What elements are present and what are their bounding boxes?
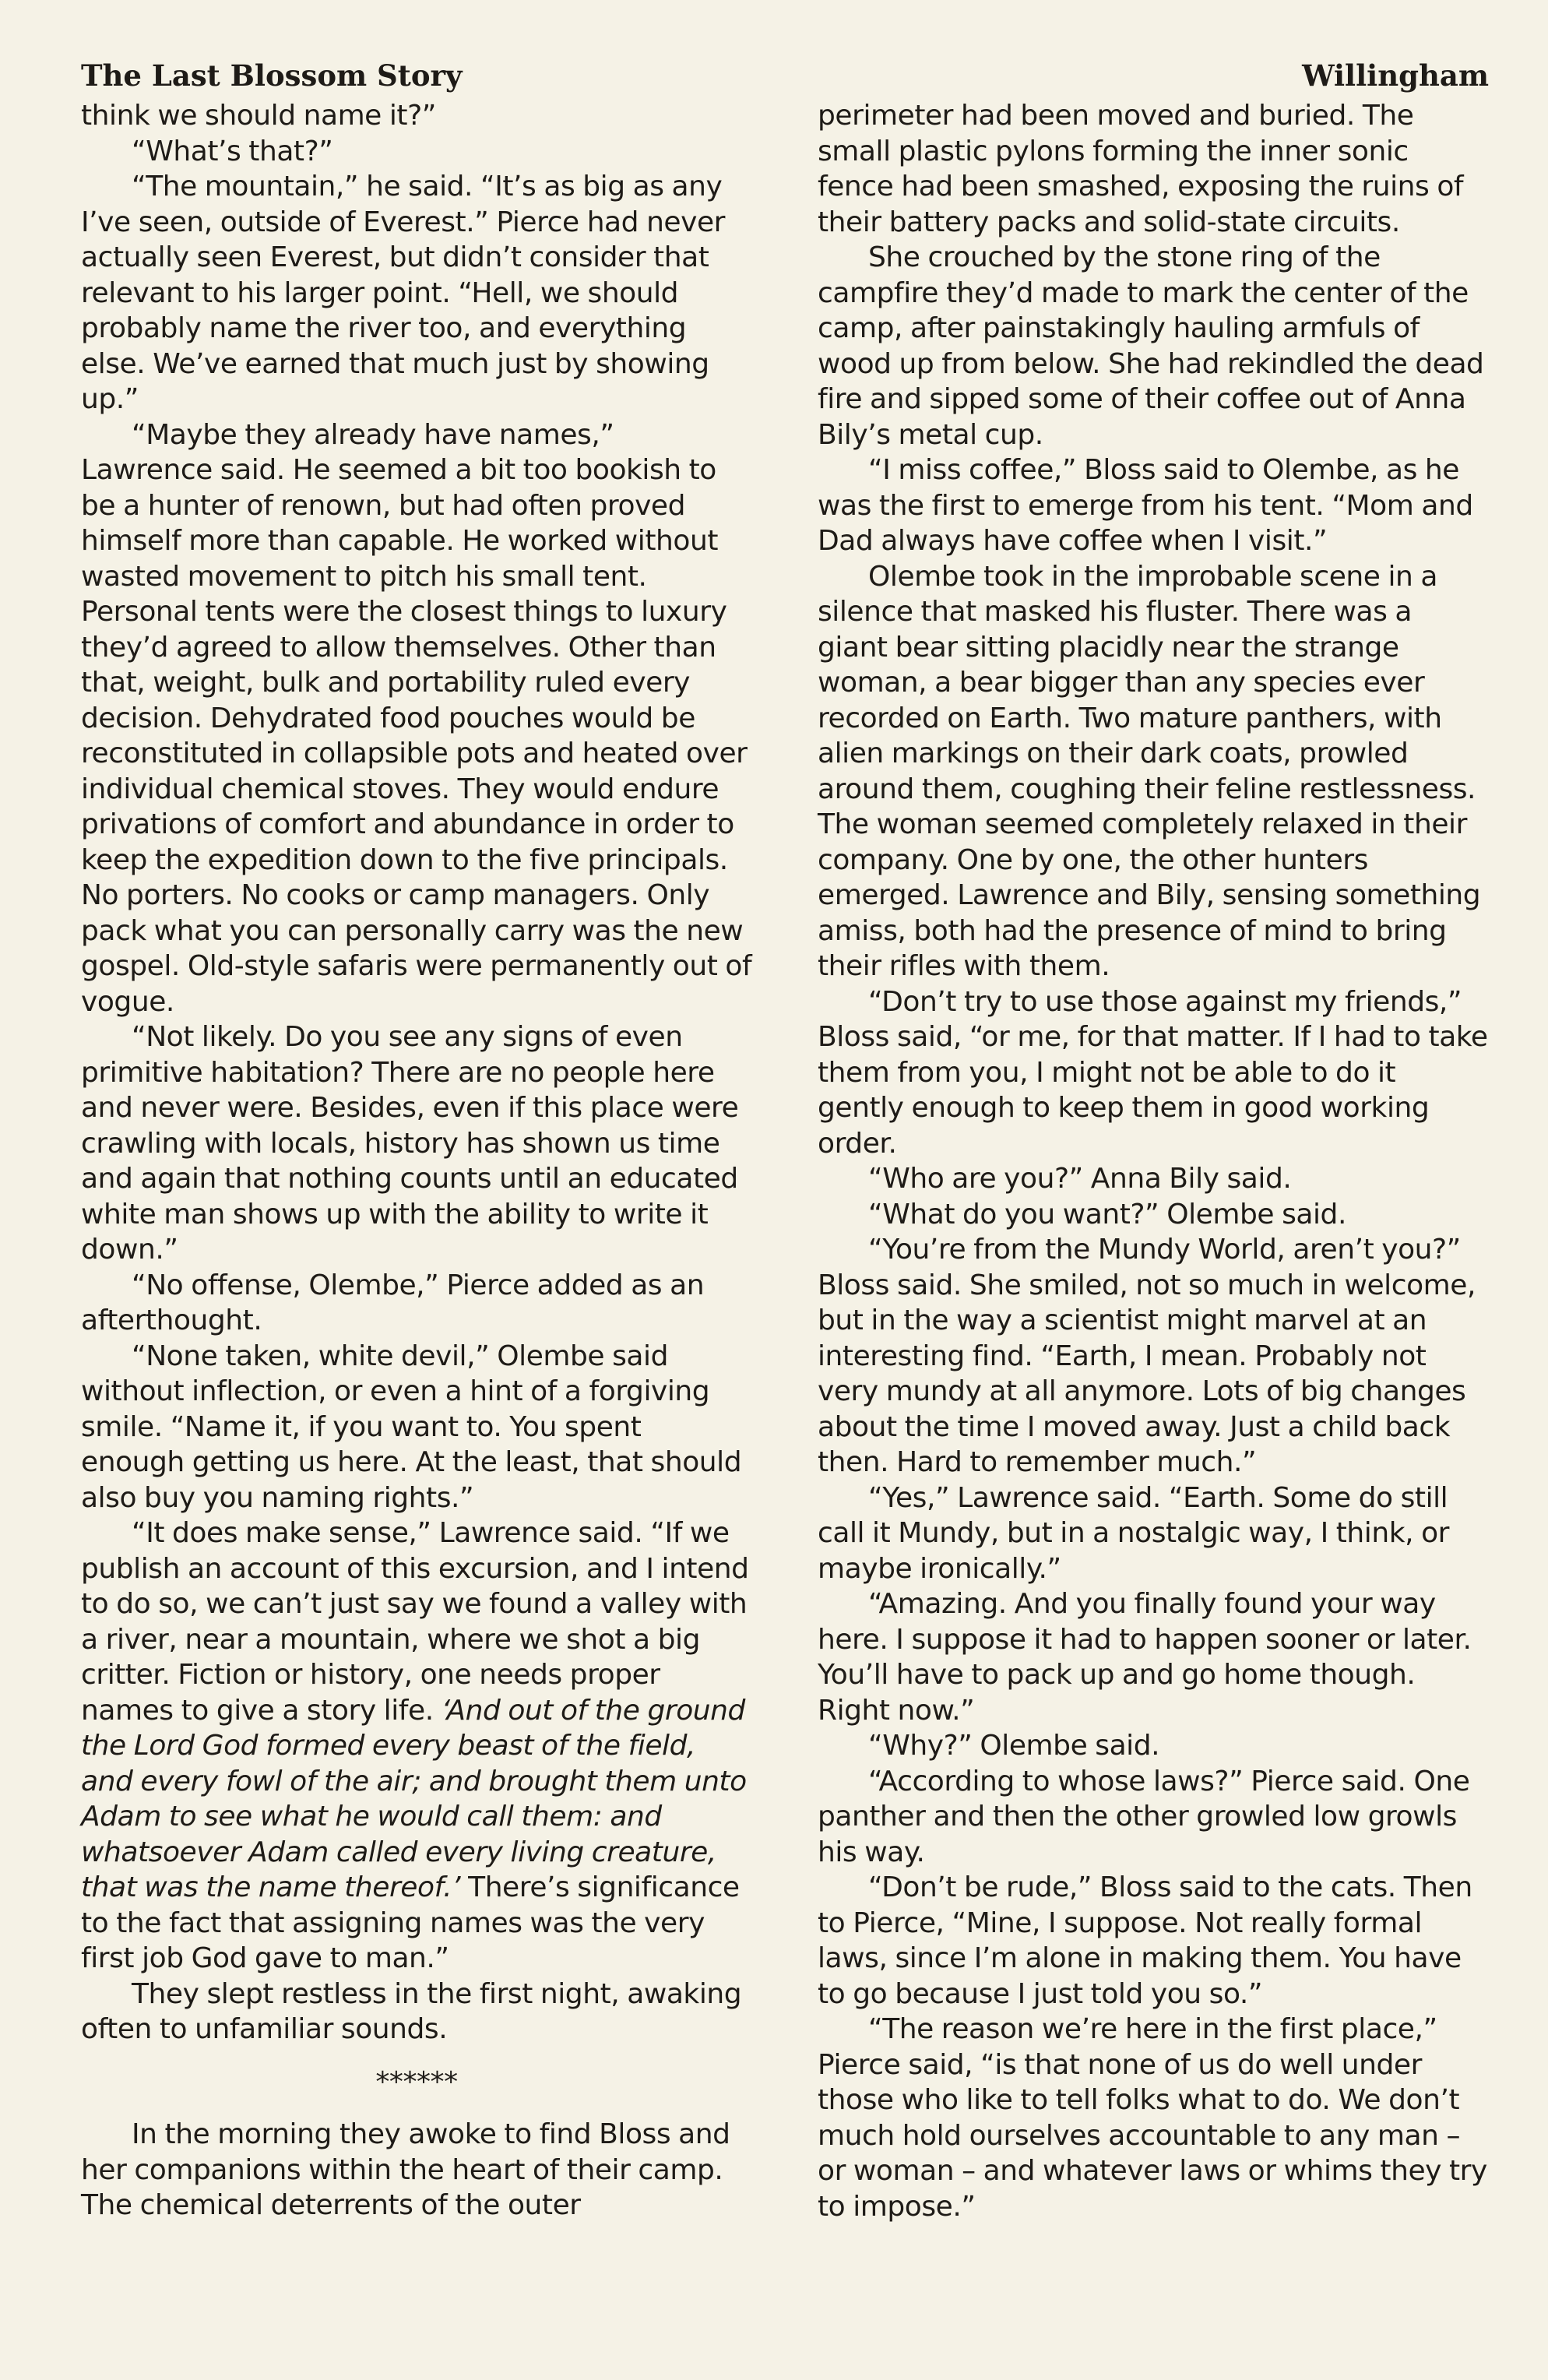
paragraph	[81, 1516, 752, 1977]
story-title: The Last Blossom Story	[81, 58, 463, 93]
paragraph: “What do you want?” Olembe said.	[868, 1198, 1346, 1230]
scene-break: ******	[375, 2065, 458, 2098]
paragraph: “I miss coffee,” Bloss said to Olembe, as he was the first to emerge from his tent. “Mom and Dad always have coffee when I visit.”	[818, 454, 1473, 557]
paragraph: “Don’t try to use those against my friends,” Bloss said, “or me, for that matter. If I had to take them from you, I might not be able to do it gently enough to keep them in good working order.	[818, 985, 1488, 1160]
paragraph: “Amazing. And you finally found your way here. I suppose it had to happen sooner or later. You’ll have to pack up and go home though. Right now.”	[818, 1588, 1472, 1727]
paragraph: think we should name it?”	[81, 100, 436, 132]
paragraph: perimeter had been moved and buried. The small plastic pylons forming the inner sonic fence had been smashed, exposing the ruins of their battery packs and solid-state circuits.	[818, 100, 1464, 238]
paragraph: They slept restless in the first night, awaking often to unfamiliar sounds.	[81, 1977, 742, 2045]
paragraph-text: “It does make sense,” Lawrence said. “If we publish an account of this excursion, and I intend to do so, we can’t just say we found a valley with a river, near a mountain, where we shot a big critter. Fiction or history, one needs proper names to give a story life.	[81, 1517, 749, 1727]
paragraph: In the morning they awoke to find Bloss and her companions within the heart of their camp. The chemical deterrents of the outer	[81, 2118, 730, 2221]
paragraph-text: There’s significance to the fact that assigning names was the very first job God gave to man.”	[81, 1871, 740, 1974]
scripture-quote: ‘And out of the ground the Lord God formed every beast of the field, and every fowl of the air; and brought them unto Adam to see what he would call them: and whatsoever Adam called every living creature, that was the name thereof.’	[81, 1694, 747, 1903]
paragraph: “Why?” Olembe said.	[868, 1730, 1160, 1762]
author-name: Willingham	[1302, 58, 1489, 93]
paragraph: “None taken, white devil,” Olembe said without inflection, or even a hint of a forgiving smile. “Name it, if you want to. You spent enough getting us here. At the least, that should also buy you naming rights.”	[81, 1340, 742, 1514]
paragraph: “No offense, Olembe,” Pierce added as an afterthought.	[81, 1269, 705, 1336]
book-page	[81, 53, 1489, 2343]
paragraph: “According to whose laws?” Pierce said. One panther and then the other growled low growls his way.	[818, 1765, 1470, 1868]
paragraph: “The reason we’re here in the first place,” Pierce said, “is that none of us do well under those who like to tell folks what to do. We don’t much hold ourselves accountable to any man – or woman – and whatever laws or whims they try to impose.”	[818, 2013, 1487, 2223]
paragraph: “Not likely. Do you see any signs of even primitive habitation? There are no people here and never were. Besides, even if this place were crawling with locals, history has shown us time and again that nothing counts until an educated white man shows up with the ability to write it down.”	[81, 1021, 739, 1266]
paragraph: “You’re from the Mundy World, aren’t you?” Bloss said. She smiled, not so much in welcome, but in the way a scientist might marvel at an interesting find. “Earth, I mean. Probably not very mundy at all anymore. Lots of big changes about the time I moved away. Just a child back then. Hard to remember much.”	[818, 1234, 1476, 1478]
paragraph: “Maybe they already have names,” Lawrence said. He seemed a bit too bookish to be a hunter of renown, but had often proved himself more than capable. He worked without wasted movement to pitch his small tent. Personal tents were the closest things to luxury they’d agreed to allow themselves. Other than that, weight, bulk and portability ruled every decision. Dehydrated food pouches would be reconstituted in collapsible pots and heated over individual chemical stoves. They would endure privations of comfort and abundance in order to keep the expedition down to the five principals. No porters. No cooks or camp managers. Only pack what you can personally carry was the new gospel. Old-style safaris were permanently out of vogue.	[81, 418, 752, 1018]
running-header	[81, 53, 1489, 98]
paragraph: Olembe took in the improbable scene in a silence that masked his fluster. There was a giant bear sitting placidly near the strange woman, a bear bigger than any species ever recorded on Earth. Two mature panthers, with alien markings on their dark coats, prowled around them, coughing their feline restlessness. The woman seemed completely relaxed in their company. One by one, the other hunters emerged. Lawrence and Bily, sensing something amiss, both had the presence of mind to bring their rifles with them.	[818, 560, 1481, 982]
paragraph: “The mountain,” he said. “It’s as big as any I’ve seen, outside of Everest.” Pierce had never actually seen Everest, but didn’t consider that relevant to his larger point. “Hell, we should probably name the river too, and everything else. We’ve earned that much just by showing up.”	[81, 171, 726, 415]
left-column	[81, 98, 752, 2223]
paragraph: “Don’t be rude,” Bloss said to the cats. Then to Pierce, “Mine, I suppose. Not really formal laws, since I’m alone in making them. You have to go because I just told you so.”	[818, 1871, 1472, 2010]
paragraph: She crouched by the stone ring of the campfire they’d made to mark the center of the camp, after painstakingly hauling armfuls of wood up from below. She had rekindled the dead fire and sipped some of their coffee out of Anna Bily’s metal cup.	[818, 241, 1484, 451]
paragraph: “What’s that?”	[132, 135, 333, 167]
paragraph: “Yes,” Lawrence said. “Earth. Some do still call it Mundy, but in a nostalgic way, I think, or maybe ironically.”	[818, 1481, 1450, 1585]
paragraph: “Who are you?” Anna Bily said.	[868, 1163, 1292, 1195]
right-column	[818, 98, 1489, 2224]
